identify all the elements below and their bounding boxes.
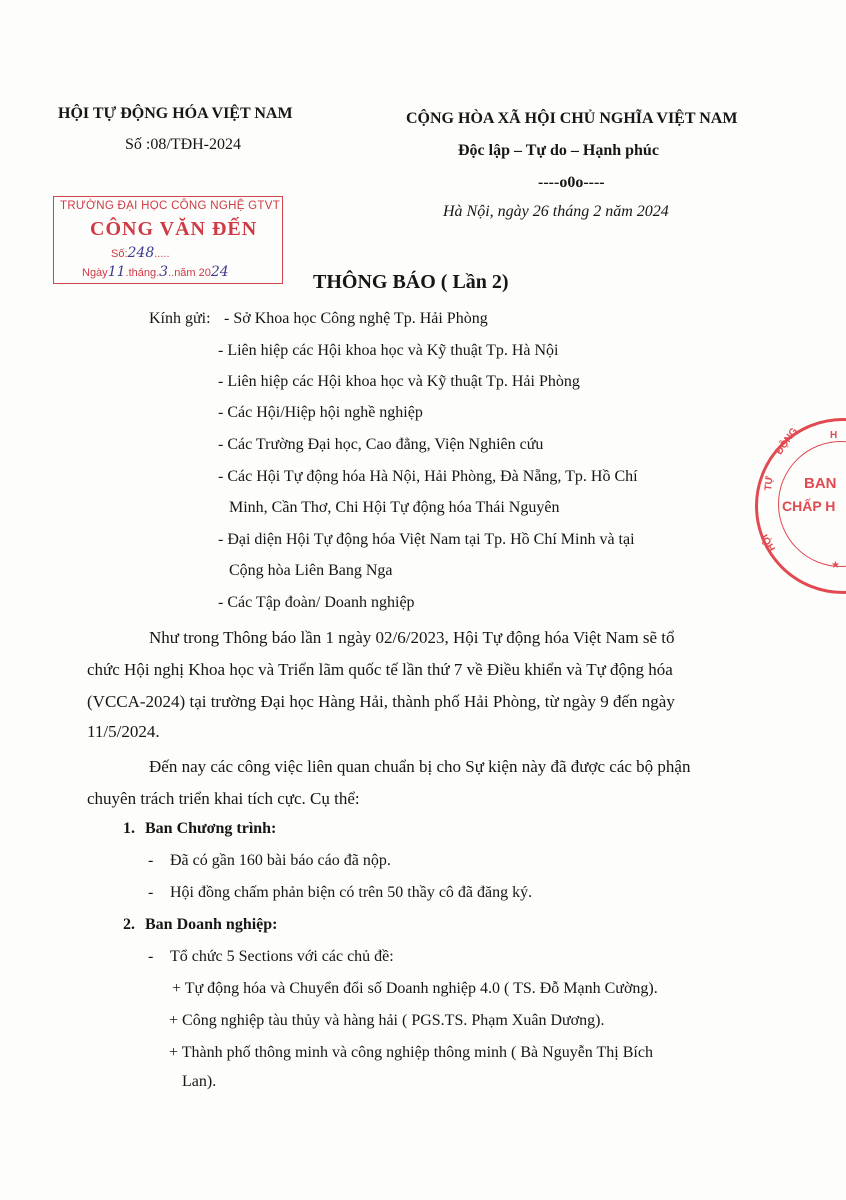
recipient-item: - Liên hiệp các Hội khoa học và Kỹ thuật Tp. Hải Phòng	[218, 373, 580, 390]
bullet-dash: -	[148, 884, 154, 901]
section2-subitem: + Công nghiệp tàu thủy và hàng hải ( PGS.TS. Phạm Xuân Dương).	[169, 1012, 605, 1029]
paragraph1-line: chức Hội nghị Khoa học và Triển lãm quốc tế lần thứ 7 về Điều khiển và Tự động hóa	[87, 660, 673, 679]
stamp-ngay-label: Ngày	[82, 267, 108, 279]
incoming-stamp	[53, 196, 283, 284]
bullet-dash: -	[148, 852, 154, 869]
stamp-date	[82, 264, 229, 280]
recipient-item: - Liên hiệp các Hội khoa học và Kỹ thuật Tp. Hà Nội	[218, 342, 559, 359]
recipient-item: - Các Hội/Hiệp hội nghề nghiệp	[218, 404, 423, 421]
separator: ----o0o----	[538, 174, 605, 191]
seal-arc-left2: TỰ	[763, 475, 776, 492]
stamp-so-label: Số:	[111, 248, 128, 260]
stamp-thang-label: .tháng.	[125, 267, 160, 279]
recipient-item: - Các Tập đoàn/ Doanh nghiệp	[218, 594, 415, 611]
stamp-line2: CÔNG VĂN ĐẾN	[90, 218, 258, 240]
section1-bullet: Đã có gần 160 bài báo cáo đã nộp.	[170, 852, 391, 869]
seal-text-chap: CHẤP H	[782, 498, 836, 514]
section2-number: 2.	[123, 916, 135, 933]
recipient-item-cont: Minh, Cần Thơ, Chi Hội Tự động hóa Thái Nguyên	[229, 499, 560, 516]
recipient-item: - Các Trường Đại học, Cao đẳng, Viện Nghiên cứu	[218, 436, 544, 453]
recipient-item: - Các Hội Tự động hóa Hà Nội, Hải Phòng, Đà Nẵng, Tp. Hồ Chí	[218, 468, 638, 485]
paragraph2-line: chuyên trách triển khai tích cực. Cụ thể:	[87, 789, 360, 808]
seal-arc-left1: ĐỘNG	[773, 426, 801, 457]
paragraph1-line: (VCCA-2024) tại trường Đại học Hàng Hải, thành phố Hải Phòng, từ ngày 9 đến ngày	[87, 692, 675, 711]
section1-number: 1.	[123, 820, 135, 837]
recipient-item: - Sở Khoa học Công nghệ Tp. Hải Phòng	[224, 310, 488, 327]
stamp-number	[111, 245, 170, 261]
seal-arc-top-right: H	[830, 430, 838, 441]
stamp-so-value: 248	[127, 245, 155, 261]
stamp-so-dots: .....	[154, 248, 170, 260]
paragraph1-line: 11/5/2024.	[87, 722, 160, 741]
stamp-nam-value: 24	[210, 264, 229, 280]
place-date: Hà Nội, ngày 26 tháng 2 năm 2024	[443, 203, 669, 220]
country-name: CỘNG HÒA XÃ HỘI CHỦ NGHĨA VIỆT NAM	[406, 110, 738, 127]
section1-bullet: Hội đồng chấm phản biện có trên 50 thầy cô đã đăng ký.	[170, 884, 533, 901]
paragraph2-line: Đến nay các công việc liên quan chuẩn bị cho Sự kiện này đã được các bộ phận	[149, 757, 691, 776]
seal-text-ban: BAN	[804, 475, 837, 492]
stamp-line1: TRƯỜNG ĐẠI HỌC CÔNG NGHỆ GTVT	[60, 200, 281, 212]
section1-heading: Ban Chương trình:	[145, 820, 277, 837]
stamp-thang-value: 3	[159, 264, 169, 280]
section2-bullet: Tổ chức 5 Sections với các chủ đề:	[170, 948, 394, 965]
document-number: Số :08/TĐH-2024	[125, 136, 241, 153]
recipient-item-cont: Cộng hòa Liên Bang Nga	[229, 562, 393, 579]
stamp-nam-label: ..năm 20	[168, 267, 211, 279]
section2-subitem-cont: Lan).	[182, 1073, 217, 1090]
notice-title: THÔNG BÁO ( Lần 2)	[313, 271, 509, 293]
section2-heading: Ban Doanh nghiệp:	[145, 916, 278, 933]
org-name: HỘI TỰ ĐỘNG HÓA VIỆT NAM	[58, 105, 293, 122]
bullet-dash: -	[148, 948, 154, 965]
recipient-item: - Đại diện Hội Tự động hóa Việt Nam tại Tp. Hồ Chí Minh và tại	[218, 531, 635, 548]
motto: Độc lập – Tự do – Hạnh phúc	[458, 142, 659, 159]
seal-star-icon: ★	[831, 560, 840, 571]
section2-subitem: + Tự động hóa và Chuyển đổi số Doanh nghiệp 4.0 ( TS. Đỗ Mạnh Cường).	[172, 980, 658, 997]
paragraph1-line: Như trong Thông báo lần 1 ngày 02/6/2023, Hội Tự động hóa Việt Nam sẽ tổ	[149, 628, 675, 647]
recipients-label: Kính gửi:	[149, 310, 211, 327]
stamp-ngay-value: 11	[107, 264, 126, 280]
section2-subitem: + Thành phố thông minh và công nghiệp thông minh ( Bà Nguyễn Thị Bích	[169, 1044, 653, 1061]
seal-arc-bottom: HỘI	[759, 532, 779, 553]
